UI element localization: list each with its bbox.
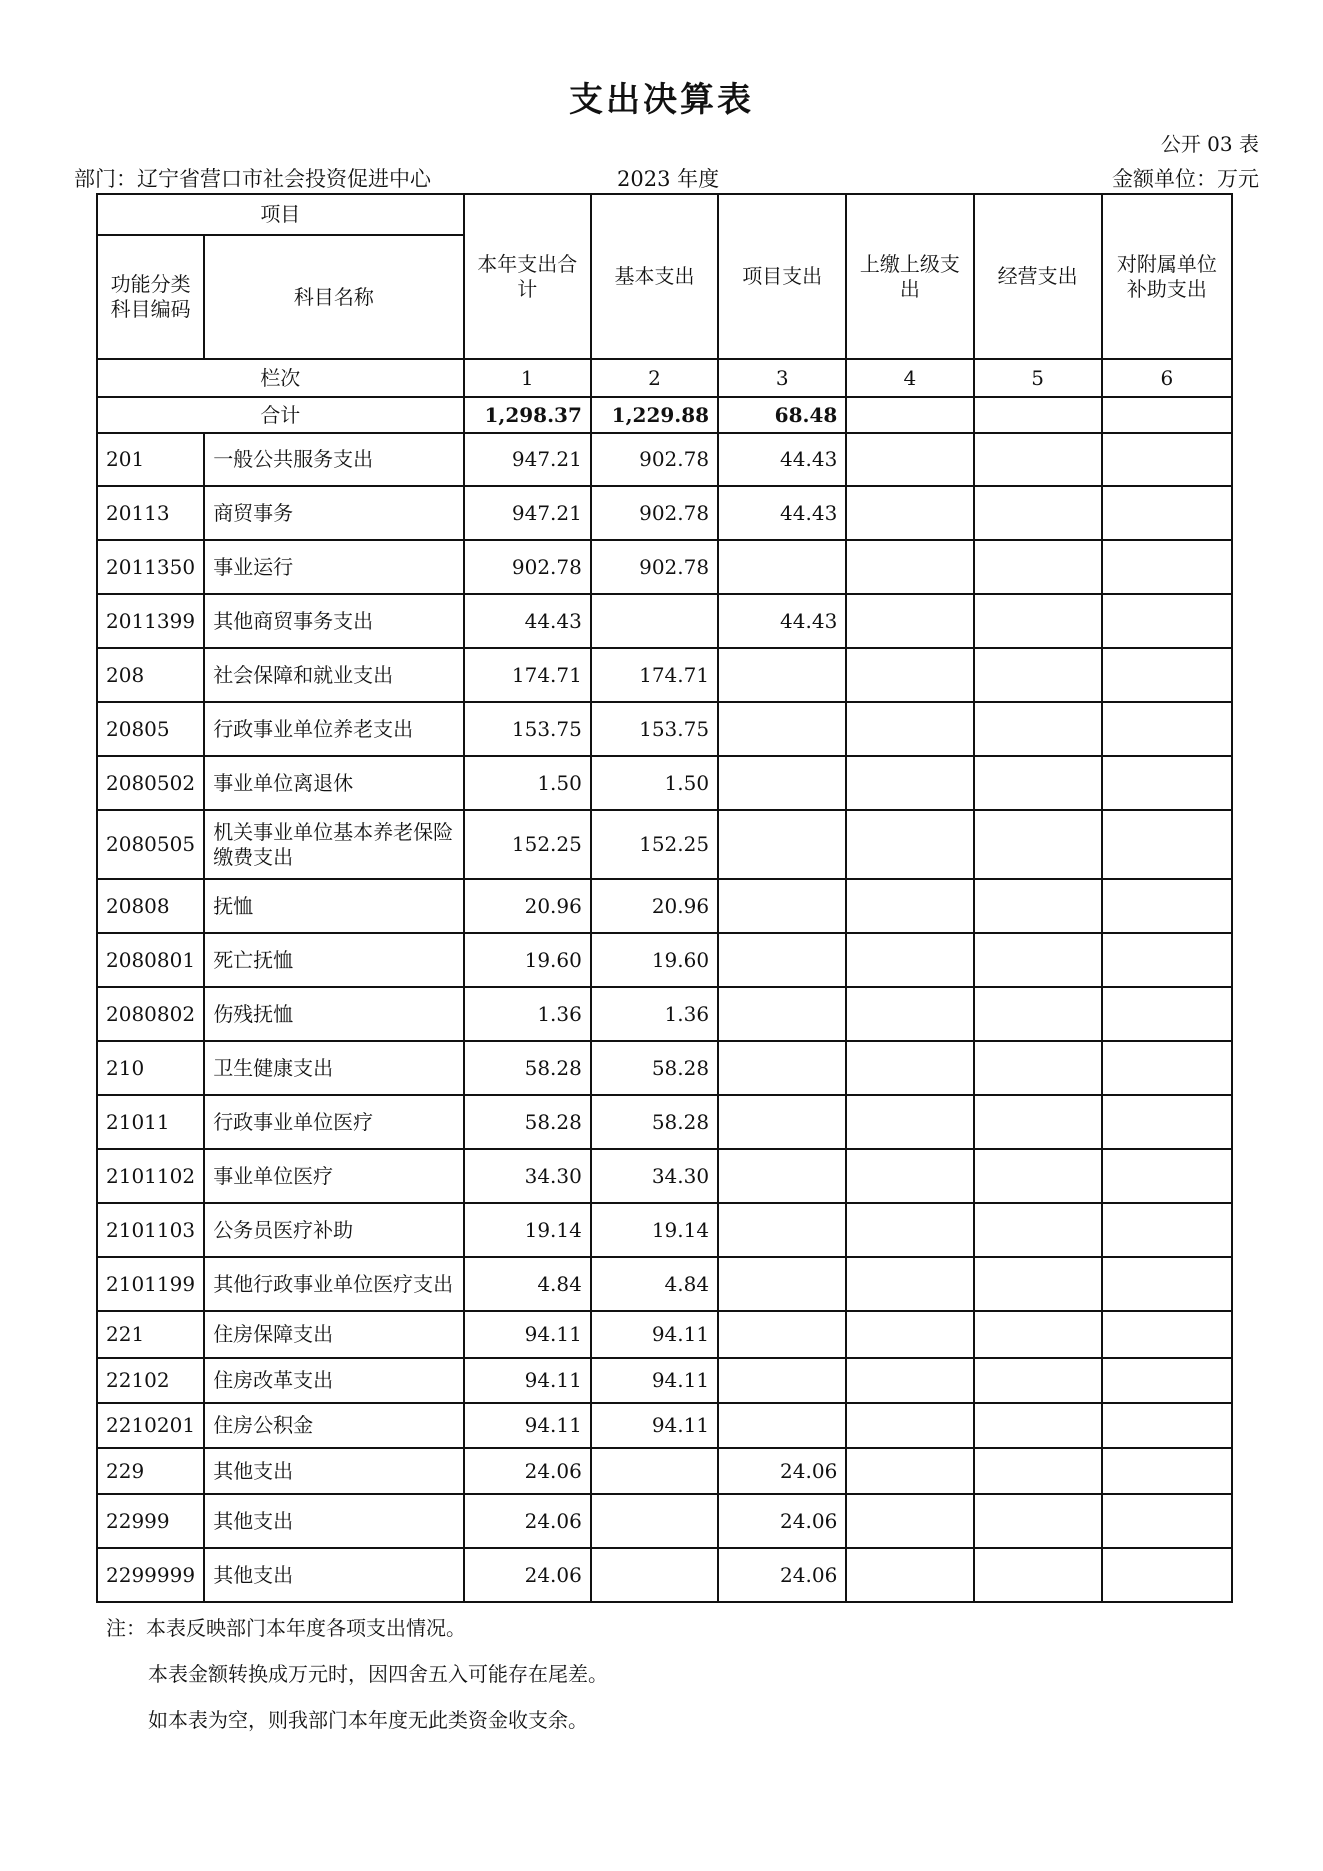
row-value: 44.43: [718, 486, 846, 540]
row-code: 21011: [97, 1095, 204, 1149]
row-value: [846, 702, 973, 756]
column-number: 4: [846, 359, 973, 397]
table-row: [97, 1358, 1232, 1403]
row-name: 伤残抚恤: [204, 987, 463, 1041]
row-value: [718, 1149, 846, 1203]
row-value: [718, 540, 846, 594]
row-value: [1102, 433, 1232, 486]
row-value: [846, 933, 973, 987]
table-row: [97, 648, 1232, 702]
table-row: [97, 1095, 1232, 1149]
row-value: 1.50: [591, 756, 718, 810]
total-value: 1,298.37: [464, 397, 591, 433]
row-name: 其他支出: [204, 1494, 463, 1548]
row-value: [1102, 1257, 1232, 1311]
row-value: [974, 1149, 1102, 1203]
row-value: 1.36: [464, 987, 591, 1041]
row-name: 事业单位医疗: [204, 1149, 463, 1203]
total-value: [1102, 397, 1232, 433]
table-row: [97, 1311, 1232, 1358]
row-value: [846, 1548, 973, 1602]
note-line: 本表金额转换成万元时，因四舍五入可能存在尾差。: [148, 1662, 608, 1686]
row-value: [718, 1403, 846, 1448]
row-value: [846, 1095, 973, 1149]
row-value: [718, 1257, 846, 1311]
table-row: [97, 1041, 1232, 1095]
row-value: 152.25: [464, 810, 591, 879]
row-value: 19.14: [464, 1203, 591, 1257]
row-value: [718, 702, 846, 756]
table-row: [97, 933, 1232, 987]
row-name: 死亡抚恤: [204, 933, 463, 987]
row-value: [846, 1149, 973, 1203]
header-col1: 本年支出合计: [464, 194, 591, 359]
row-value: [974, 1041, 1102, 1095]
row-value: [591, 1494, 718, 1548]
row-name: 抚恤: [204, 879, 463, 933]
header-name: 科目名称: [204, 235, 463, 359]
row-code: 2101103: [97, 1203, 204, 1257]
row-code: 2080505: [97, 810, 204, 879]
row-value: [1102, 594, 1232, 648]
row-value: [1102, 1095, 1232, 1149]
row-code: 221: [97, 1311, 204, 1358]
row-code: 20808: [97, 879, 204, 933]
row-value: [1102, 1403, 1232, 1448]
row-value: [974, 648, 1102, 702]
row-value: [718, 756, 846, 810]
row-value: [718, 987, 846, 1041]
row-value: 94.11: [591, 1311, 718, 1358]
row-value: [846, 810, 973, 879]
row-code: 2101199: [97, 1257, 204, 1311]
row-value: [846, 486, 973, 540]
row-value: 44.43: [464, 594, 591, 648]
row-value: [718, 1095, 846, 1149]
row-name: 其他支出: [204, 1548, 463, 1602]
row-value: 153.75: [464, 702, 591, 756]
header-col6: 对附属单位补助支出: [1102, 194, 1232, 359]
row-value: [974, 1548, 1102, 1602]
row-code: 2080502: [97, 756, 204, 810]
row-name: 卫生健康支出: [204, 1041, 463, 1095]
row-value: 153.75: [591, 702, 718, 756]
row-value: [974, 702, 1102, 756]
note-line: 注：本表反映部门本年度各项支出情况。: [106, 1616, 466, 1640]
row-code: 22102: [97, 1358, 204, 1403]
row-value: [846, 1358, 973, 1403]
row-value: [718, 1203, 846, 1257]
row-value: [718, 933, 846, 987]
row-value: [974, 987, 1102, 1041]
row-code: 20805: [97, 702, 204, 756]
row-value: 94.11: [591, 1403, 718, 1448]
row-code: 2080802: [97, 987, 204, 1041]
row-value: 19.60: [464, 933, 591, 987]
row-value: 94.11: [464, 1403, 591, 1448]
row-value: [1102, 1311, 1232, 1358]
row-code: 210: [97, 1041, 204, 1095]
row-value: [1102, 1203, 1232, 1257]
row-value: 34.30: [591, 1149, 718, 1203]
row-value: [1102, 1041, 1232, 1095]
row-value: [846, 1257, 973, 1311]
row-name: 行政事业单位医疗: [204, 1095, 463, 1149]
row-value: 58.28: [591, 1041, 718, 1095]
column-number: 1: [464, 359, 591, 397]
table-row: [97, 1403, 1232, 1448]
table-row: [97, 987, 1232, 1041]
table-row: [97, 1203, 1232, 1257]
row-value: 24.06: [464, 1494, 591, 1548]
table-row: [97, 1494, 1232, 1548]
row-code: 2011350: [97, 540, 204, 594]
note-line: 如本表为空，则我部门本年度无此类资金收支余。: [148, 1708, 588, 1732]
total-row: [97, 397, 1232, 433]
row-value: [974, 1403, 1102, 1448]
row-value: 19.60: [591, 933, 718, 987]
table-row: [97, 1257, 1232, 1311]
total-value: 1,229.88: [591, 397, 718, 433]
row-value: [974, 1095, 1102, 1149]
row-code: 2299999: [97, 1548, 204, 1602]
row-name: 其他行政事业单位医疗支出: [204, 1257, 463, 1311]
total-value: [846, 397, 973, 433]
table-row: [97, 810, 1232, 879]
row-name: 其他商贸事务支出: [204, 594, 463, 648]
row-value: [1102, 1548, 1232, 1602]
row-value: [718, 648, 846, 702]
row-value: [974, 1311, 1102, 1358]
row-value: 902.78: [464, 540, 591, 594]
row-code: 2101102: [97, 1149, 204, 1203]
row-value: 44.43: [718, 433, 846, 486]
row-value: 4.84: [464, 1257, 591, 1311]
row-value: [974, 540, 1102, 594]
total-value: 68.48: [718, 397, 846, 433]
row-name: 商贸事务: [204, 486, 463, 540]
row-value: [1102, 486, 1232, 540]
table-row: [97, 1448, 1232, 1494]
row-value: [718, 1311, 846, 1358]
row-value: 947.21: [464, 433, 591, 486]
row-value: 24.06: [718, 1448, 846, 1494]
table-row: [97, 486, 1232, 540]
row-value: [1102, 540, 1232, 594]
row-value: [846, 987, 973, 1041]
row-value: [974, 879, 1102, 933]
row-value: 174.71: [464, 648, 591, 702]
row-code: 20113: [97, 486, 204, 540]
row-value: [846, 879, 973, 933]
row-value: 58.28: [464, 1095, 591, 1149]
row-value: 34.30: [464, 1149, 591, 1203]
row-value: [718, 1358, 846, 1403]
form-number: 公开 03 表: [1160, 132, 1259, 156]
table-row: [97, 1548, 1232, 1602]
department-label: 部门：辽宁省营口市社会投资促进中心: [74, 167, 431, 191]
row-value: 1.36: [591, 987, 718, 1041]
row-value: [846, 1311, 973, 1358]
row-value: [718, 879, 846, 933]
row-name: 公务员医疗补助: [204, 1203, 463, 1257]
column-number: 3: [718, 359, 846, 397]
row-value: [846, 756, 973, 810]
row-value: 94.11: [464, 1358, 591, 1403]
header-item: 项目: [97, 194, 464, 235]
row-value: 58.28: [464, 1041, 591, 1095]
row-value: [1102, 1494, 1232, 1548]
row-value: [974, 433, 1102, 486]
row-value: [1102, 987, 1232, 1041]
row-value: 94.11: [591, 1358, 718, 1403]
row-name: 住房改革支出: [204, 1358, 463, 1403]
row-code: 2080801: [97, 933, 204, 987]
row-name: 其他支出: [204, 1448, 463, 1494]
row-value: 44.43: [718, 594, 846, 648]
row-value: [718, 810, 846, 879]
row-value: [846, 1403, 973, 1448]
row-code: 201: [97, 433, 204, 486]
table-row: [97, 540, 1232, 594]
table-row: [97, 594, 1232, 648]
row-value: [1102, 810, 1232, 879]
header-col5: 经营支出: [974, 194, 1102, 359]
row-value: 94.11: [464, 1311, 591, 1358]
row-name: 住房公积金: [204, 1403, 463, 1448]
row-value: 152.25: [591, 810, 718, 879]
row-name: 行政事业单位养老支出: [204, 702, 463, 756]
row-value: [1102, 933, 1232, 987]
row-value: [1102, 702, 1232, 756]
row-name: 机关事业单位基本养老保险缴费支出: [204, 810, 463, 879]
row-value: [846, 1448, 973, 1494]
row-code: 22999: [97, 1494, 204, 1548]
column-number: 6: [1102, 359, 1232, 397]
row-value: 20.96: [464, 879, 591, 933]
row-name: 事业运行: [204, 540, 463, 594]
row-value: [1102, 1448, 1232, 1494]
row-value: [1102, 756, 1232, 810]
page-title: 支出决算表: [569, 80, 754, 120]
row-value: 24.06: [718, 1548, 846, 1602]
row-value: 1.50: [464, 756, 591, 810]
row-value: [591, 1548, 718, 1602]
row-value: 902.78: [591, 540, 718, 594]
row-name: 社会保障和就业支出: [204, 648, 463, 702]
row-value: [974, 594, 1102, 648]
row-name: 事业单位离退休: [204, 756, 463, 810]
table-row: [97, 433, 1232, 486]
row-value: [846, 1203, 973, 1257]
row-value: 58.28: [591, 1095, 718, 1149]
row-value: [846, 433, 973, 486]
row-value: [974, 1448, 1102, 1494]
row-code: 229: [97, 1448, 204, 1494]
row-value: 902.78: [591, 486, 718, 540]
fiscal-year: 2023 年度: [617, 167, 720, 191]
row-value: [974, 810, 1102, 879]
total-label: 合计: [97, 397, 464, 433]
header-code: 功能分类科目编码: [97, 235, 204, 359]
table-row: [97, 756, 1232, 810]
column-number-label: 栏次: [97, 359, 464, 397]
column-number: 5: [974, 359, 1102, 397]
row-value: [974, 1203, 1102, 1257]
row-code: 2011399: [97, 594, 204, 648]
row-value: 4.84: [591, 1257, 718, 1311]
row-value: [718, 1041, 846, 1095]
row-value: [1102, 648, 1232, 702]
row-value: [846, 1041, 973, 1095]
column-number: 2: [591, 359, 718, 397]
amount-unit: 金额单位：万元: [1112, 167, 1259, 191]
table-row: [97, 702, 1232, 756]
row-value: [1102, 1358, 1232, 1403]
row-value: 24.06: [718, 1494, 846, 1548]
row-value: [974, 1358, 1102, 1403]
row-value: [591, 1448, 718, 1494]
footnotes: [106, 1605, 608, 1743]
row-value: [974, 933, 1102, 987]
header-col4: 上缴上级支出: [846, 194, 973, 359]
table-row: [97, 879, 1232, 933]
header-col2: 基本支出: [591, 194, 718, 359]
row-value: [846, 648, 973, 702]
row-value: 20.96: [591, 879, 718, 933]
row-value: [846, 540, 973, 594]
row-value: 24.06: [464, 1548, 591, 1602]
row-value: 24.06: [464, 1448, 591, 1494]
row-value: [846, 594, 973, 648]
row-value: [974, 756, 1102, 810]
row-value: 19.14: [591, 1203, 718, 1257]
row-name: 住房保障支出: [204, 1311, 463, 1358]
row-value: [974, 486, 1102, 540]
row-value: 947.21: [464, 486, 591, 540]
row-code: 208: [97, 648, 204, 702]
row-value: [846, 1494, 973, 1548]
row-value: [591, 594, 718, 648]
row-value: [1102, 879, 1232, 933]
row-code: 2210201: [97, 1403, 204, 1448]
row-value: [974, 1494, 1102, 1548]
expenditure-table: [96, 193, 1233, 1603]
row-value: 902.78: [591, 433, 718, 486]
table-row: [97, 1149, 1232, 1203]
header-col3: 项目支出: [718, 194, 846, 359]
row-value: [974, 1257, 1102, 1311]
row-value: [1102, 1149, 1232, 1203]
total-value: [974, 397, 1102, 433]
row-name: 一般公共服务支出: [204, 433, 463, 486]
row-value: 174.71: [591, 648, 718, 702]
